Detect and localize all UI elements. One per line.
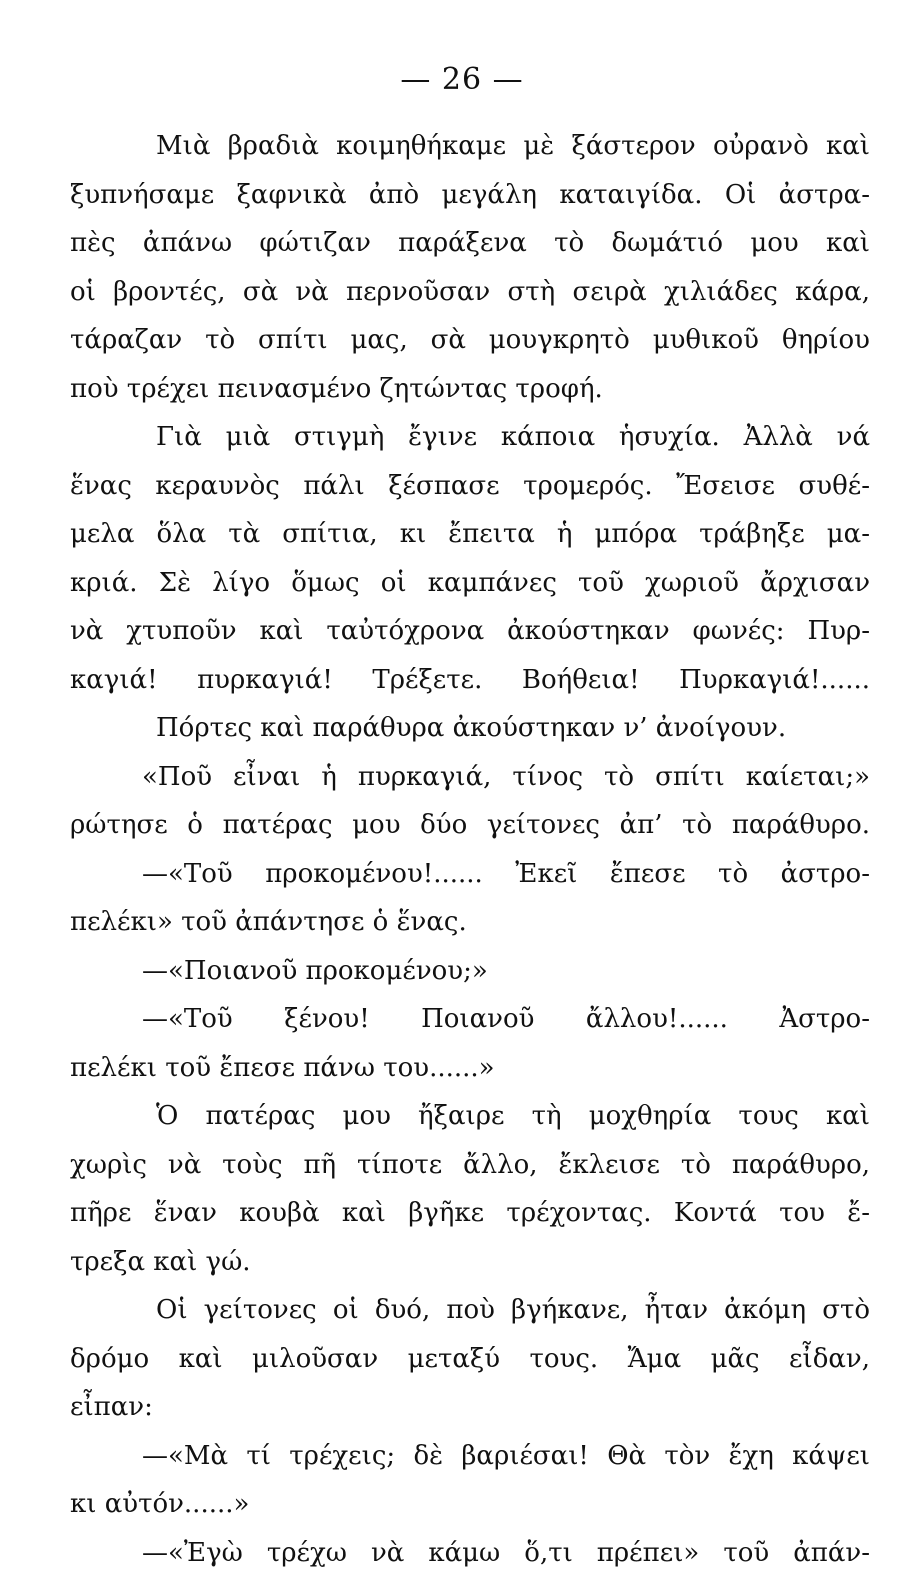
text-line: Οἱ γείτονες οἱ δυό, ποὺ βγήκανε, ἦταν ἀκόμη στὸ xyxy=(70,1286,870,1335)
text-line: ἕνας κεραυνὸς πάλι ξέσπασε τρομερός. Ἔσεισε συθέ- xyxy=(70,462,870,511)
text-line: κι αὐτόν......» xyxy=(70,1480,870,1529)
text-line: —«Τοῦ προκομένου!...... Ἐκεῖ ἔπεσε τὸ ἀστρο- xyxy=(70,850,870,899)
text-line: Πόρτες καὶ παράθυρα ἀκούστηκαν ν’ ἀνοίγουν. xyxy=(70,704,870,753)
text-line: κριά. Σὲ λίγο ὅμως οἱ καμπάνες τοῦ χωριοῦ ἄρχισαν xyxy=(70,559,870,608)
text-line: ρώτησε ὁ πατέρας μου δύο γείτονες ἀπ’ τὸ παράθυρο. xyxy=(70,801,870,850)
text-line: πελέκι» τοῦ ἀπάντησε ὁ ἕνας. xyxy=(70,898,870,947)
text-line: πελέκι τοῦ ἔπεσε πάνω του......» xyxy=(70,1044,870,1093)
text-line: τρεξα καὶ γώ. xyxy=(70,1238,870,1287)
text-line: εἶπαν: xyxy=(70,1383,870,1432)
text-line: —«Ἐγὼ τρέχω νὰ κάμω ὅ,τι πρέπει» τοῦ ἀπάν- xyxy=(70,1529,870,1577)
text-line: Μιὰ βραδιὰ κοιμηθήκαμε μὲ ξάστερον οὐρανὸ καὶ xyxy=(70,122,870,171)
text-line: πὲς ἀπάνω φώτιζαν παράξενα τὸ δωμάτιό μου καὶ xyxy=(70,219,870,268)
text-line: τάραζαν τὸ σπίτι μας, σὰ μουγκρητὸ μυθικοῦ θηρίου xyxy=(70,316,870,365)
text-line: νὰ χτυποῦν καὶ ταὐτόχρονα ἀκούστηκαν φωνές: Πυρ- xyxy=(70,607,870,656)
text-line: Ὁ πατέρας μου ἤξαιρε τὴ μοχθηρία τους καὶ xyxy=(70,1092,870,1141)
text-line: οἱ βροντές, σὰ νὰ περνοῦσαν στὴ σειρὰ χιλιάδες κάρα, xyxy=(70,268,870,317)
text-line: «Ποῦ εἶναι ἡ πυρκαγιά, τίνος τὸ σπίτι καίεται;» xyxy=(70,753,870,802)
text-line: δρόμο καὶ μιλοῦσαν μεταξύ τους. Ἄμα μᾶς εἶδαν, xyxy=(70,1335,870,1384)
text-line: μελα ὅλα τὰ σπίτια, κι ἔπειτα ἡ μπόρα τράβηξε μα- xyxy=(70,510,870,559)
text-line: —«Ποιανοῦ προκομένου;» xyxy=(70,947,870,996)
text-line: ξυπνήσαμε ξαφνικὰ ἀπὸ μεγάλη καταιγίδα. Οἱ ἀστρα- xyxy=(70,171,870,220)
text-line: χωρὶς νὰ τοὺς πῆ τίποτε ἄλλο, ἔκλεισε τὸ παράθυρο, xyxy=(70,1141,870,1190)
page-number: — 26 — xyxy=(0,62,924,97)
text-line: πῆρε ἕναν κουβὰ καὶ βγῆκε τρέχοντας. Κοντά του ἔ- xyxy=(70,1189,870,1238)
text-line: —«Μὰ τί τρέχεις; δὲ βαριέσαι! Θὰ τὸν ἔχη κάψει xyxy=(70,1432,870,1481)
text-line: Γιὰ μιὰ στιγμὴ ἔγινε κάποια ἡσυχία. Ἀλλὰ νά xyxy=(70,413,870,462)
text-line: ποὺ τρέχει πεινασμένο ζητώντας τροφή. xyxy=(70,365,870,414)
text-line: —«Τοῦ ξένου! Ποιανοῦ ἄλλου!...... Ἀστρο- xyxy=(70,995,870,1044)
body-text xyxy=(70,122,870,1577)
text-line: καγιά! πυρκαγιά! Τρέξετε. Βοήθεια! Πυρκαγιά!...... xyxy=(70,656,870,705)
